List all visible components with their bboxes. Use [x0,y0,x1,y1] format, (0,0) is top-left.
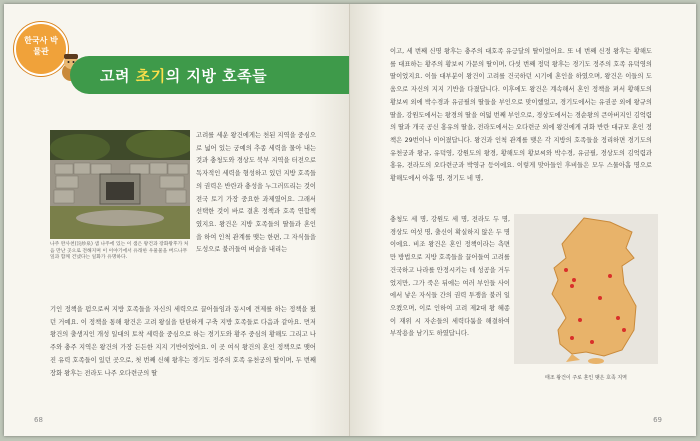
marker-chungju [598,296,602,300]
marker-suncheon [590,340,594,344]
page-number-left: 68 [34,416,43,424]
marker-gangwon [608,274,612,278]
book-spread [4,4,696,436]
paragraph-1: 고려를 세운 왕건에게는 천된 지역을 중심으로 넓어 있는 궁예의 추종 세력을 물아 내는 것과 충청도와 경상도 북부 지역을 터전으로 독자적인 세력을 형성하고 있던 지방 호족들의 권력은 반란과 충성을 누그러뜨리는 것이 전국 토기 가장 중요한 과제였어요. 그래서 선택한 것이 바로 결혼 정책과 호족 연합책였지요. 왕건은 지방 호족들의 딸들과 혼인을 하여 인척 관계를 맺는 한편, 그 자식들을 도성으로 불러들여 벼슬을 내리는 [196,132,316,254]
title-bar [70,56,350,94]
right-page [350,4,696,436]
title-rest: 의 지방 호족들 [165,67,268,85]
map-caption: 태조 왕건이 주로 혼인 맺은 호족 지역 [545,375,627,381]
body-text-wrap [196,130,316,257]
marker-gyeongsang [616,316,620,320]
body-text-split [390,214,510,341]
marker-jeonju [578,318,582,322]
page-number-right: 69 [653,416,662,424]
left-page [4,4,350,436]
body-text-full [50,304,316,380]
badge-label: 한국사 박물관 [24,36,58,56]
photo-caption: 나주 완사천(浣紗泉) 샘 나주에 있는 이 샘은 왕건과 장화왕후가 처음 만난 곳으로 전해지며 이 이야기에서 유래한 우물물을 버드나무 잎과 함께 건넸다는 일화가 유명하다. [50,242,189,260]
marker-naju [570,336,574,340]
marker-hwangju [564,268,568,272]
paragraph-4: 충청도 세 명, 강원도 세 명, 전라도 두 명, 경상도 여섯 명, 출신이 확실하지 않은 두 명이에요. 비조 왕건은 혼인 정책이라는 측면만 방법으로 지방 호족들을 끌어들여 고려를 건국하고 나라를 안정시키는 데 성공을 거두었지만, 그가 죽은 뒤에는 여러 부인들 사이에서 낳은 자식들 간의 권력 투쟁을 불러 일으켰으며, 이로 인하여 고려 제2대 왕 혜종이 재위 시 자손들의 세력다툼을 해결하여 부작용을 남기도 하였답니다. [390,216,510,338]
title-highlight: 초기 [135,67,166,85]
paragraph-3: 이고, 세 번째 신명 왕후는 충주의 대호족 유긍달의 딸이었어요. 또 네 번째 신정 왕후는 황해도를 대표하는 황주의 황보씨 가문의 딸이며, 다섯 번째 정덕 왕후는 경기도 정주의 호족 유덕영의 딸이었지요. 이들 대부분이 왕건이 고려를 건국하던 시기에 혼인을 하였으며, 왕건은 이들의 도움으로 자신의 지지 기반을 다졌답니다. 이후에도 왕건은 계속해서 혼인 정책을 펴서 황해도의 황보씨 외에 박수경과 유금필의 딸들을 부인으로 맞이했었고, 경기도에서는 유권공 외에 왕규의 딸을, 강원도에서는 왕경의 딸을 여덟 번째 부인으로, 경상도에서는 경순왕의 큰아버지인 김억렴의 딸과 개국 공신 홍유의 딸을, 전라도에서는 오다련군 외에 왕건에게 귀화 반란 대규모 혼인 정책은 29번이나 이어졌답니다. 왕건과 인척 관계를 맺은 각 지방의 호족들을 정리하면 경기도의 유천궁과 왕규, 유덕영, 강원도의 왕경, 황해도의 황보씨와 박수경, 유금필, 경상도의 김억렴과 홍유, 전라도의 오다련군과 박영규 등이에요. 이렇게 맞아들인 후비들은 모두 스물아홉 명으로 황해도에서 아홉 명, 경기도 네 명, [390,48,652,183]
marker-gaeseong [572,278,576,282]
title-main: 고려 [100,67,136,85]
well-photo [50,130,190,239]
marker-jeongju [570,284,574,288]
paragraph-2: 기인 정책을 펌으로써 지방 호족들을 자신의 세력으로 끌어들임과 동시에 견제를 하는 정책을 폈던 거예요. 이 정책을 통해 왕건은 고려 왕실을 탄탄하게 구축 지방 호족들로 다음과 같아요. 먼저 왕건의 출생지인 개성 일대의 토착 세력을 중심으로 하는 경기도와 황주 중심의 황해도 그리고 나주와 충주 지역은 왕건의 가장 든든한 지지 기반이었어요. 이 곳 여식 왕건의 혼인 정책으로 맺어진 유력 호족들이 있던 곳으로, 첫 번째 신혜 왕후는 경기도 정주의 호족 유천궁의 딸이며, 두 번째 장화 왕후는 전라도 나주 오다련군의 딸 [50,306,316,377]
marker-gyeongju [622,328,626,332]
chapter-title [100,65,267,86]
korea-map [514,214,658,364]
body-text-top [390,46,652,186]
